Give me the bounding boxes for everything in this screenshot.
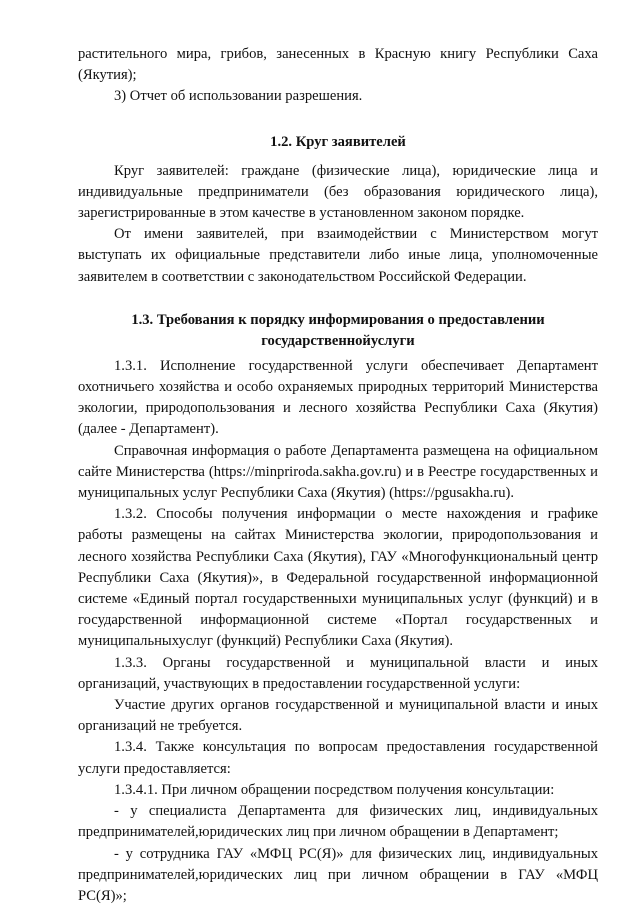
section-1-2-heading: 1.2. Круг заявителей	[78, 132, 598, 153]
paragraph-1-3-3: 1.3.3. Органы государственной и муниципальной власти и иных организаций, участвующих в предоставлении государственной услуги:	[78, 653, 598, 695]
item-3-report: 3) Отчет об использовании разрешения.	[78, 86, 598, 107]
paragraph-participation: Участие других органов государственной и муниципальной власти и иных организаций не требуется.	[78, 695, 598, 737]
paragraph-1-3-4: 1.3.4. Также консультация по вопросам предоставления государственной услуги предоставляется:	[78, 737, 598, 779]
section-1-2-paragraph-2: От имени заявителей, при взаимодействии с Министерством могут выступать их официальные представители либо иные лица, уполномоченные заявителем в соответствии с законодательством Российской Федерации.	[78, 224, 598, 288]
paragraph-reference-info: Справочная информация о работе Департамента размещена на официальном сайте Министерства (https://minpriroda.sakha.gov.ru) и в Реестре государственных и муниципальных услуг Республики Саха (Якутия) (https://pgusakha.ru).	[78, 441, 598, 505]
list-item-mfc: - у сотрудника ГАУ «МФЦ РС(Я)» для физических лиц, индивидуальных предпринимателей,юридических лиц при личном обращении в ГАУ «МФЦ РС(Я)»;	[78, 844, 598, 907]
section-1-3-heading	[78, 310, 598, 352]
section-1-3-heading-line2: государственнойуслуги	[261, 333, 414, 349]
paragraph-1-3-2: 1.3.2. Способы получения информации о месте нахождения и графике работы размещены на сайтах Министерства экологии, природопользования и лесного хозяйства Республики Саха (Якутия), ГАУ «Многофункциональный центр Республики Саха (Якутия)», в Федеральной государственной информационной системе «Единый портал государственныхи муниципальных услуг (функций) и в государственной информационной системе «Портал государственных и муниципальныхуслуг (функций) Республики Саха (Якутия).	[78, 504, 598, 652]
list-item-department: - у специалиста Департамента для физических лиц, индивидуальных предпринимателей,юридических лиц при личном обращении в Департамент;	[78, 801, 598, 843]
top-paragraph: растительного мира, грибов, занесенных в Красную книгу Республики Саха (Якутия);	[78, 44, 598, 86]
section-1-3-heading-line1: 1.3. Требования к порядку информирования о предоставлении	[131, 312, 544, 328]
paragraph-1-3-4-1: 1.3.4.1. При личном обращении посредством получения консультации:	[78, 780, 598, 801]
paragraph-1-3-1: 1.3.1. Исполнение государственной услуги обеспечивает Департамент охотничьего хозяйства и особо охраняемых природных территорий Министерства экологии, природопользования и лесного хозяйства Республики Саха (Якутия) (далее - Департамент).	[78, 356, 598, 441]
section-1-2-paragraph-1: Круг заявителей: граждане (физические лица), юридические лица и индивидуальные предприниматели (без образования юридического лица), зарегистрированные в этом качестве в установленном законом порядке.	[78, 161, 598, 225]
